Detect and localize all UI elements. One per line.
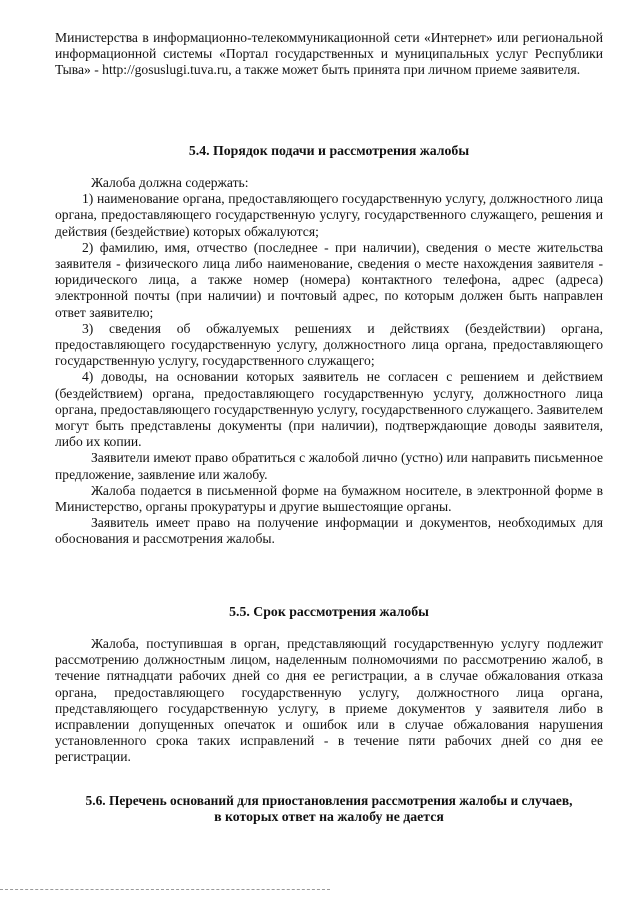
complaint-lead: Жалоба должна содержать: (91, 175, 249, 190)
intro-paragraph: Министерства в информационно-телекоммуникационной сети «Интернет» или региональной информационной системы «Портал государственных и муниципальных услуг Республики Тыва» - http://gosuslugi.tuva.ru, а также может быть принята при личном приеме заявителя. (55, 30, 603, 78)
review-term-paragraph: Жалоба, поступившая в орган, представляющий государственную услугу подлежит рассмотрению должностным лицом, наделенным полномочиями по рассмотрению жалоб, в течение пятнадцати рабочих дней со дня ее регистрации, а в случае обжалования отказа органа, предоставляющего государственную услугу, должностного лица органа, представляющего государственную услугу, в приеме документов у заявителя либо в исправлении допущенных опечаток и ошибок или в случае обжалования нарушения установленного срока таких исправлений - в течение пяти рабочих дней со дня ее регистрации. (55, 636, 603, 765)
section-5-4-heading: 5.4. Порядок подачи и рассмотрения жалобы (188, 143, 470, 158)
section-5-6-heading-line2: в которых ответ на жалобу не дается (214, 809, 444, 825)
section-5-5-heading: 5.5. Срок рассмотрения жалобы (229, 604, 429, 619)
section-5-5-body (55, 636, 603, 766)
section-5-4-heading-block (55, 143, 603, 159)
complaint-item-4: 4) доводы, на основании которых заявитель не согласен с решением и действием (бездействием) органа, предоставляющего государственную услугу, должностного лица органа, предоставляющего государственную услугу, государственного служащего. Заявителем могут быть представлены документы (при наличии), подтверждающие доводы заявителя, либо их копии. (55, 369, 603, 450)
intro-block (55, 30, 603, 79)
complaint-item-3: 3) сведения об обжалуемых решениях и действиях (бездействии) органа, предоставляющего государственную услугу, должностного лица органа, предоставляющего государственную услугу, государственного служащего; (55, 320, 603, 369)
complaint-item-1: 1) наименование органа, предоставляющего государственную услугу, должностного лица органа, предоставляющего государственную услугу, государственного служащего, решения и действия (бездействие) которых обжалуются; (55, 191, 603, 239)
complaint-item-2: 2) фамилию, имя, отчество (последнее - при наличии), сведения о месте жительства заявителя - физического лица либо наименование, сведения о месте нахождения заявителя - юридического лица, а также номер (номера) контактного телефона, адрес (адреса) электронной почты (при наличии) и почтовый адрес, по которым должен быть направлен ответ заявителю; (55, 239, 603, 320)
footer-divider (0, 889, 330, 890)
section-5-5-heading-block (55, 604, 603, 620)
complaint-paragraph-right: Заявители имеют право обратиться с жалобой лично (устно) или направить письменное предложение, заявление или жалобу. (55, 450, 603, 482)
complaint-paragraph-form: Жалоба подается в письменной форме на бумажном носителе, в электронной форме в Министерство, органы прокуратуры и другие вышестоящие органы. (55, 482, 603, 515)
section-5-4-body (55, 175, 603, 548)
section-5-6-heading-line1: 5.6. Перечень оснований для приостановления рассмотрения жалобы и случаев, (85, 793, 573, 808)
section-5-6-heading-block (55, 793, 603, 825)
complaint-paragraph-info: Заявитель имеет право на получение информации и документов, необходимых для обоснования и рассмотрения жалобы. (55, 515, 603, 547)
